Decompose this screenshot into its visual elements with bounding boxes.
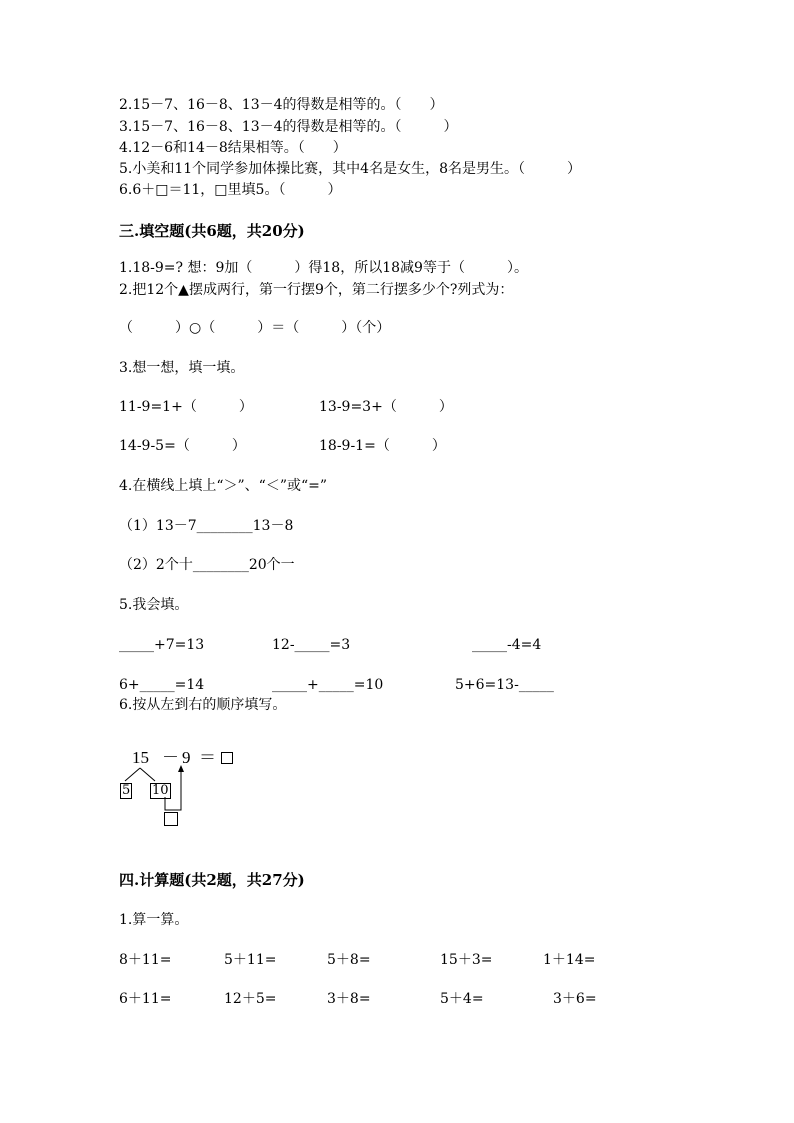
split-number-diagram xyxy=(110,740,250,835)
q5-item: _____+7=13 xyxy=(119,637,205,653)
calc-item: 5＋8= xyxy=(327,952,371,968)
result-box[interactable] xyxy=(164,812,178,826)
diagram-minus: － xyxy=(162,748,179,767)
fill-question-1: 1.18-9=? 想：9加（ ）得18，所以18减9等于（ ）。 xyxy=(119,260,528,276)
split-part-5: 5 xyxy=(122,783,131,798)
calc-item: 15＋3= xyxy=(440,952,493,968)
calc-item: 3＋6= xyxy=(553,991,597,1007)
q5-item: 6+_____=14 xyxy=(119,677,205,693)
calc-item: 1＋14= xyxy=(543,952,596,968)
judgement-item-2: 2.15－7、16－8、13－4的得数是相等的。（ ） xyxy=(119,97,444,113)
calc-item: 6＋11= xyxy=(119,991,172,1007)
fill-question-2-formula: （ ）○（ ）＝（ ）（个） xyxy=(119,320,391,336)
fill-question-3: 3.想一想，填一填。 xyxy=(119,360,245,376)
section-title-fill-in: 三.填空题(共6题，共20分) xyxy=(119,222,305,240)
fill-question-4: 4.在横线上填上“＞”、“＜”或“=” xyxy=(119,478,328,494)
judgement-item-6: 6.6＋□＝11，□里填5。（ ） xyxy=(119,182,342,198)
q5-item: 5+6=13-_____ xyxy=(455,677,554,693)
split-part-10: 10 xyxy=(152,783,169,798)
q3-item: 11-9=1+（ ） xyxy=(119,399,253,415)
calc-item: 8＋11= xyxy=(119,952,172,968)
q4-item: （1）13－7________13－8 xyxy=(119,518,294,534)
fill-question-6: 6.按从左到右的顺序填写。 xyxy=(119,697,287,713)
q3-item: 14-9-5=（ ） xyxy=(119,438,246,454)
fill-question-5: 5.我会填。 xyxy=(119,597,189,613)
judgement-item-4: 4.12－6和14－8结果相等。（ ） xyxy=(119,140,347,156)
q5-item: _____-4=4 xyxy=(472,637,542,653)
q3-item: 18-9-1=（ ） xyxy=(319,438,446,454)
q4-item: （2）2个十________20个一 xyxy=(119,557,295,573)
calc-question-1: 1.算一算。 xyxy=(119,912,189,928)
diagram-number-15: 15 xyxy=(132,748,149,767)
calc-item: 12＋5= xyxy=(224,991,277,1007)
calc-item: 5＋4= xyxy=(440,991,484,1007)
judgement-item-3: 3.15－7、16－8、13－4的得数是相等的。（ ） xyxy=(119,119,458,135)
section-title-calculation: 四.计算题(共2题，共27分) xyxy=(119,871,305,889)
q5-item: _____+_____=10 xyxy=(272,677,384,693)
diagram-equals: ＝ xyxy=(199,748,216,767)
fill-question-2: 2.把12个▲摆成两行，第一行摆9个，第二行摆多少个?列式为： xyxy=(119,282,514,298)
judgement-item-5: 5.小美和11个同学参加体操比赛，其中4名是女生，8名是男生。（ ） xyxy=(119,161,581,177)
calc-item: 3＋8= xyxy=(327,991,371,1007)
q5-item: 12-_____=3 xyxy=(272,637,351,653)
diagram-number-9: 9 xyxy=(182,748,191,767)
q3-item: 13-9=3+（ ） xyxy=(319,399,453,415)
calc-item: 5＋11= xyxy=(224,952,277,968)
